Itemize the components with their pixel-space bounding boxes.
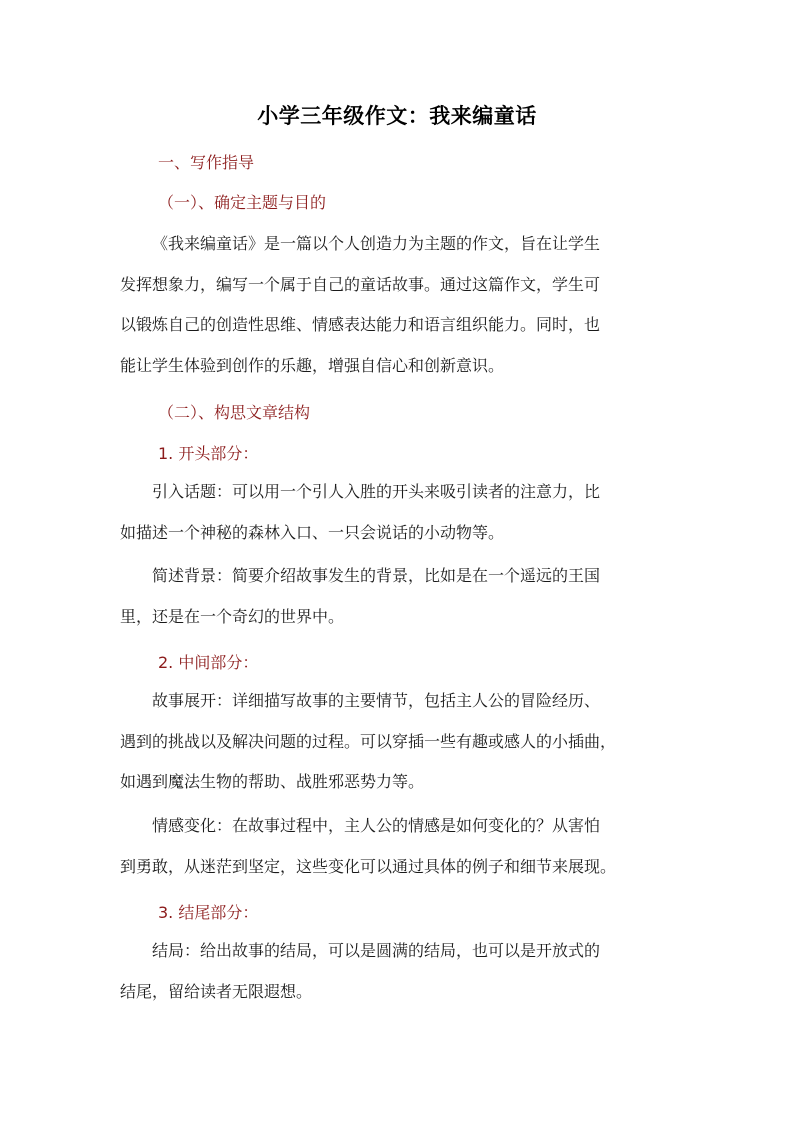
item-heading-ending: 3. 结尾部分：: [158, 903, 259, 922]
paragraph-line: 结尾，留给读者无限遐想。: [120, 981, 313, 1001]
paragraph-line: 以锻炼自己的创造性思维、情感表达能力和语言组织能力。同时，也: [120, 315, 601, 334]
paragraph-line: 能让学生体验到创作的乐趣，增强自信心和创新意识。: [120, 355, 505, 375]
paragraph-line: 里，还是在一个奇幻的世界中。: [120, 606, 345, 626]
item-heading-opening: 1. 开头部分：: [158, 444, 259, 463]
paragraph-line: 简述背景：简要介绍故事发生的背景，比如是在一个遥远的王国: [152, 566, 601, 585]
paragraph-story-development: [120, 681, 682, 803]
subsection-heading-structure: （二）、构思文章结构: [158, 403, 311, 422]
paragraph-emotion-change: [120, 806, 682, 887]
paragraph-line: 《我来编童话》是一篇以个人创造力为主题的作文，旨在让学生: [152, 234, 601, 253]
paragraph-line: 情感变化：在故事过程中，主人公的情感是如何变化的？从害怕: [152, 816, 601, 835]
paragraph-line: 如描述一个神秘的森林入口、一只会说话的小动物等。: [120, 522, 505, 542]
page-title: 小学三年级作文：我来编童话: [257, 104, 537, 128]
paragraph-ending: [120, 931, 682, 1012]
item-heading-middle: 2. 中间部分：: [158, 653, 259, 672]
paragraph-line: 遇到的挑战以及解决问题的过程。可以穿插一些有趣或感人的小插曲，: [120, 731, 617, 751]
paragraph-line: 故事展开：详细描写故事的主要情节，包括主人公的冒险经历、: [152, 691, 601, 710]
paragraph-intro-topic: [120, 472, 682, 553]
paragraph-line: 发挥想象力，编写一个属于自己的童话故事。通过这篇作文，学生可: [120, 274, 601, 294]
subsection-heading-theme: （一）、确定主题与目的: [158, 193, 327, 212]
paragraph-line: 引入话题：可以用一个引人入胜的开头来吸引读者的注意力，比: [152, 482, 601, 501]
paragraph-line: 到勇敢，从迷茫到坚定，这些变化可以通过具体的例子和细节来展现。: [120, 856, 617, 876]
paragraph-intro: [120, 224, 682, 386]
paragraph-background: [120, 556, 682, 637]
section-heading-writing-guide: 一、写作指导: [158, 153, 255, 172]
paragraph-line: 结局：给出故事的结局，可以是圆满的结局，也可以是开放式的: [152, 941, 601, 960]
paragraph-line: 如遇到魔法生物的帮助、战胜邪恶势力等。: [120, 772, 425, 791]
